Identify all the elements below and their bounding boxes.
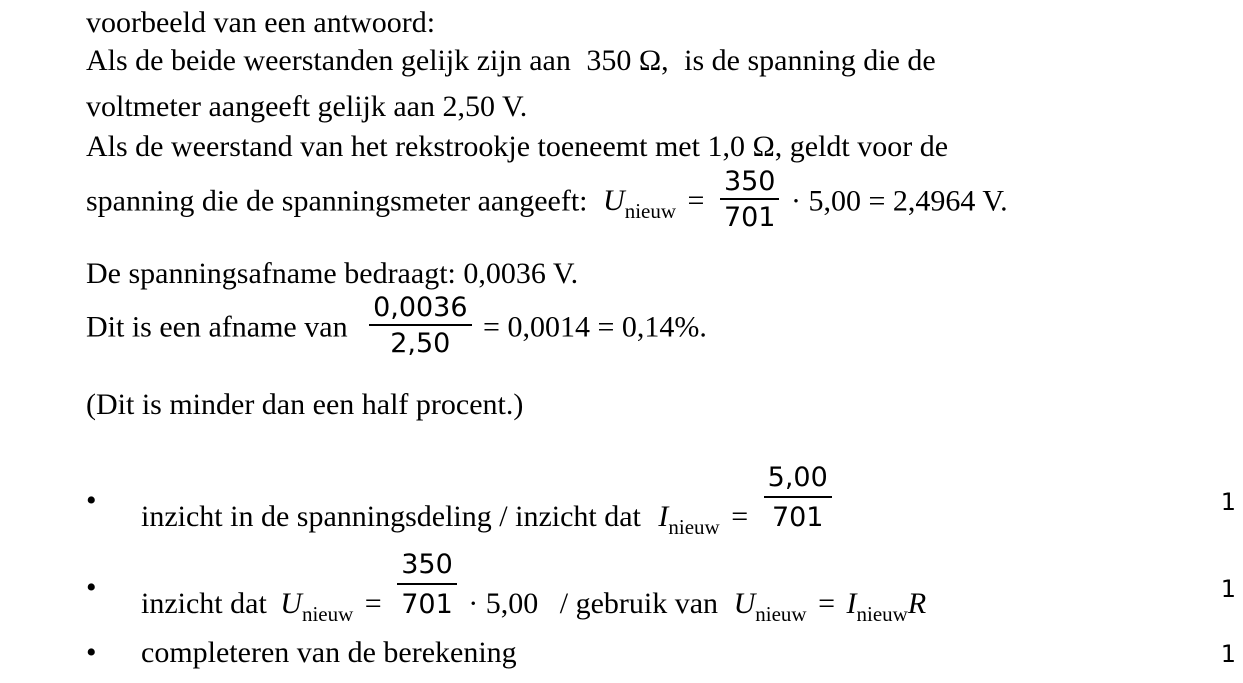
- fraction-350-701: [397, 549, 457, 620]
- intro-line: voorbeeld van een antwoord:: [86, 6, 436, 39]
- sub-nieuw: nieuw: [624, 199, 677, 224]
- criterion-text: [141, 462, 836, 540]
- fraction-350-701: [720, 168, 780, 231]
- p3-unit: V.: [982, 184, 1008, 218]
- fraction-numerator: 5,00: [767, 462, 828, 493]
- equals-sign: =: [364, 587, 382, 621]
- fraction-denominator: 701: [764, 496, 832, 533]
- fraction-numerator: 350: [401, 549, 453, 580]
- criterion-3-text: completeren van de berekening: [141, 636, 517, 669]
- fraction-500-701: [764, 462, 832, 533]
- fraction-denominator: 2,50: [369, 324, 471, 357]
- paragraph-4: De spanningsafname bedraagt: 0,0036 V.: [86, 257, 579, 290]
- equals-sign: =: [731, 500, 749, 534]
- p3-tail: · 5,00 = 2,4964: [790, 184, 976, 218]
- p5-tail: = 0,0014 = 0,14%.: [483, 310, 707, 344]
- var-u: U: [280, 587, 302, 621]
- p1a-value: 350 Ω,: [586, 44, 669, 77]
- fraction-denominator: 701: [397, 583, 457, 620]
- var-r: R: [907, 587, 927, 621]
- score: 1: [1220, 640, 1236, 668]
- criterion-2-text: inzicht dat: [141, 587, 267, 621]
- bullet: •: [86, 636, 97, 669]
- criterion-1-text: inzicht in de spanningsdeling / inzicht dat: [141, 500, 641, 534]
- paragraph-5: [86, 292, 707, 361]
- paragraph-3: [86, 166, 1008, 235]
- var-i: I: [658, 500, 669, 534]
- paragraph-1a: [86, 46, 936, 76]
- fraction-0036-250: [369, 294, 471, 357]
- sub-nieuw: nieuw: [755, 602, 807, 627]
- paragraph-2: Als de weerstand van het rekstrookje toeneemt met 1,0 Ω, geldt voor de: [86, 130, 949, 163]
- score: 1: [1220, 575, 1236, 603]
- p1a-text: Als de beide weerstanden gelijk zijn aan: [86, 44, 571, 77]
- p1a-post: is de spanning die de: [684, 44, 936, 77]
- sub-nieuw: nieuw: [856, 602, 908, 627]
- criterion-text: [141, 549, 927, 627]
- p3-text: spanning die de spanningsmeter aangeeft:: [86, 184, 588, 218]
- var-u: U: [603, 184, 625, 218]
- var-i: I: [846, 587, 857, 621]
- criterion-2-tail: · 5,00: [468, 587, 539, 621]
- score: 1: [1220, 488, 1236, 516]
- fraction-denominator: 701: [720, 198, 780, 231]
- paragraph-1b: voltmeter aangeeft gelijk aan 2,50 V.: [86, 90, 528, 123]
- bullet: •: [86, 484, 97, 517]
- bullet: •: [86, 571, 97, 604]
- p5-text: Dit is een afname van: [86, 310, 348, 344]
- equals-sign: =: [687, 184, 705, 218]
- sub-nieuw: nieuw: [301, 602, 354, 627]
- sub-nieuw: nieuw: [668, 515, 720, 540]
- fraction-numerator: 350: [723, 166, 776, 197]
- paragraph-6: (Dit is minder dan een half procent.): [86, 388, 524, 421]
- fraction-numerator: 0,0036: [373, 292, 468, 323]
- equals-sign: =: [818, 587, 835, 621]
- var-u: U: [733, 587, 756, 621]
- criterion-2-mid: / gebruik van: [559, 587, 719, 621]
